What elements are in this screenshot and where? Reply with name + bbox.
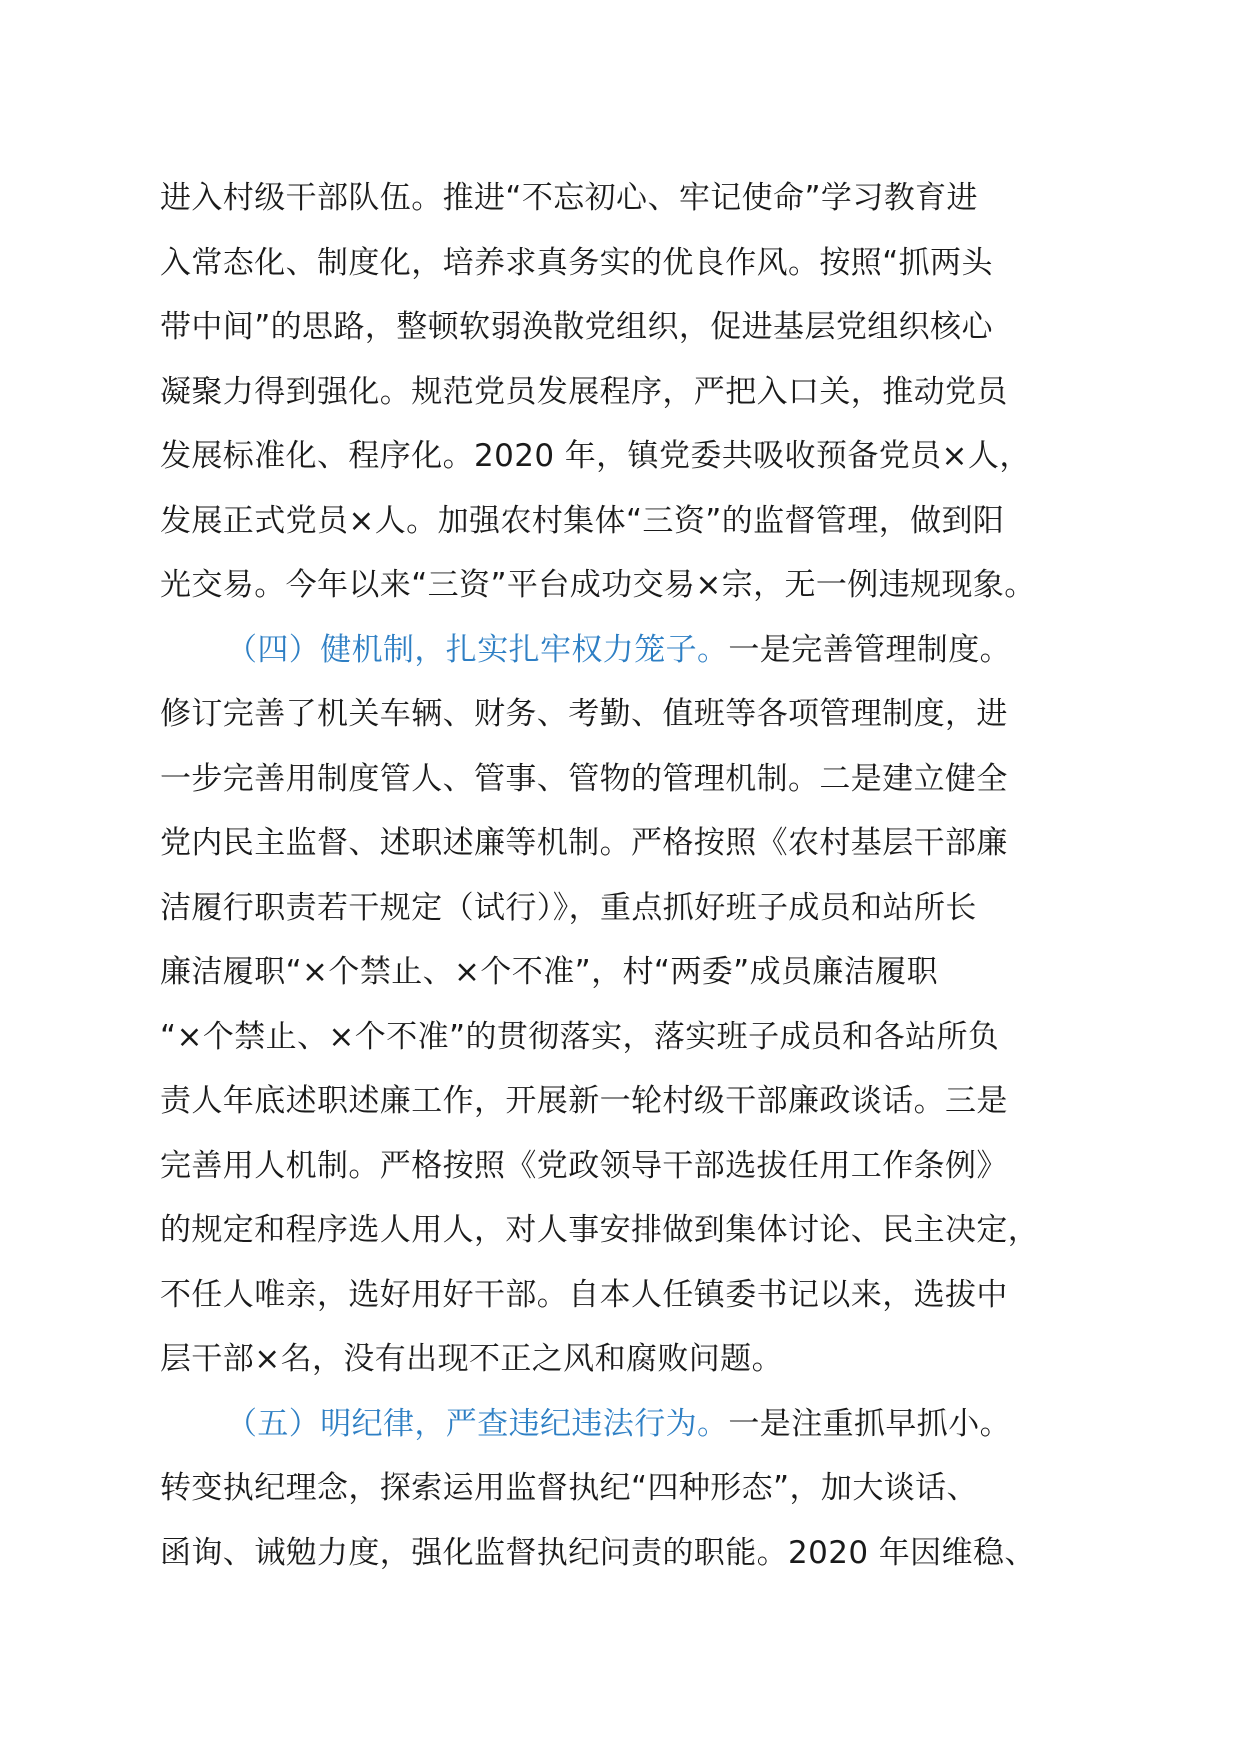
text-line [160, 1005, 1120, 1070]
text-line [160, 424, 1120, 489]
text-line [160, 1069, 1120, 1134]
text-line [160, 1456, 1120, 1521]
line-text: 一步完善用制度管人、管事、管物的管理机制。二是建立健全 [160, 760, 1008, 797]
line-text: 凝聚力得到强化。规范党员发展程序，严把入口关，推动党员 [160, 373, 1008, 410]
line-text: 转变执纪理念，探索运用监督执纪“四种形态”，加大谈话、 [160, 1470, 978, 1506]
text-line [160, 747, 1120, 812]
text-line [160, 618, 1120, 683]
text-line [160, 553, 1120, 618]
document-body [160, 166, 1120, 1585]
line-text: 完善用人机制。严格按照《党政领导干部选拔任用工作条例》 [160, 1147, 1008, 1184]
text-line [160, 682, 1120, 747]
text-line [160, 1134, 1120, 1199]
text-line [160, 940, 1120, 1005]
text-line [160, 489, 1120, 554]
line-text: 廉洁履职“×个禁止、×个不准”，村“两委”成员廉洁履职 [160, 954, 938, 990]
line-text: 发展标准化、程序化。2020 年，镇党委共吸收预备党员×人， [160, 438, 1031, 474]
line-text: 光交易。今年以来“三资”平台成功交易×宗，无一例违规现象。 [160, 567, 1036, 603]
line-text: 不任人唯亲，选好用好干部。自本人任镇委书记以来，选拔中 [160, 1276, 1008, 1313]
line-text: 入常态化、制度化，培养求真务实的优良作风。按照“抓两头 [160, 244, 993, 281]
section-heading: （四）健机制，扎实扎牢权力笼子。 [226, 631, 729, 668]
line-text: 进入村级干部队伍。推进“不忘初心、牢记使命”学习教育进 [160, 180, 978, 216]
line-text: 洁履行职责若干规定（试行）》，重点抓好班子成员和站所长 [160, 889, 977, 926]
text-line [160, 1521, 1120, 1586]
text-line [160, 1392, 1120, 1457]
text-line [160, 295, 1120, 360]
line-text: 带中间”的思路，整顿软弱涣散党组织，促进基层党组织核心 [160, 309, 993, 345]
section-heading: （五）明纪律，严查违纪违法行为。 [226, 1405, 729, 1442]
text-line [160, 166, 1120, 231]
text-line [160, 811, 1120, 876]
line-text: 发展正式党员×人。加强农村集体“三资”的监督管理，做到阳 [160, 502, 1005, 539]
line-text: 党内民主监督、述职述廉等机制。严格按照《农村基层干部廉 [160, 825, 1008, 861]
text-line [160, 360, 1120, 425]
line-text: “×个禁止、×个不准”的贯彻落实，落实班子成员和各站所负 [160, 1018, 1000, 1055]
line-text: 一是完善管理制度。 [728, 631, 1012, 668]
line-text: 的规定和程序选人用人，对人事安排做到集体讨论、民主决定， [160, 1212, 1040, 1248]
line-text: 责人年底述职述廉工作，开展新一轮村级干部廉政谈话。三是 [160, 1083, 1008, 1119]
line-text: 函询、诫勉力度，强化监督执纪问责的职能。2020 年因维稳、 [160, 1534, 1036, 1571]
text-line [160, 1327, 1120, 1392]
line-text: 修订完善了机关车辆、财务、考勤、值班等各项管理制度，进 [160, 696, 1008, 732]
text-line [160, 231, 1120, 296]
line-text: 一是注重抓早抓小。 [728, 1405, 1012, 1442]
text-line [160, 1263, 1120, 1328]
line-text: 层干部×名，没有出现不正之风和腐败问题。 [160, 1341, 783, 1377]
text-line [160, 876, 1120, 941]
text-line [160, 1198, 1120, 1263]
